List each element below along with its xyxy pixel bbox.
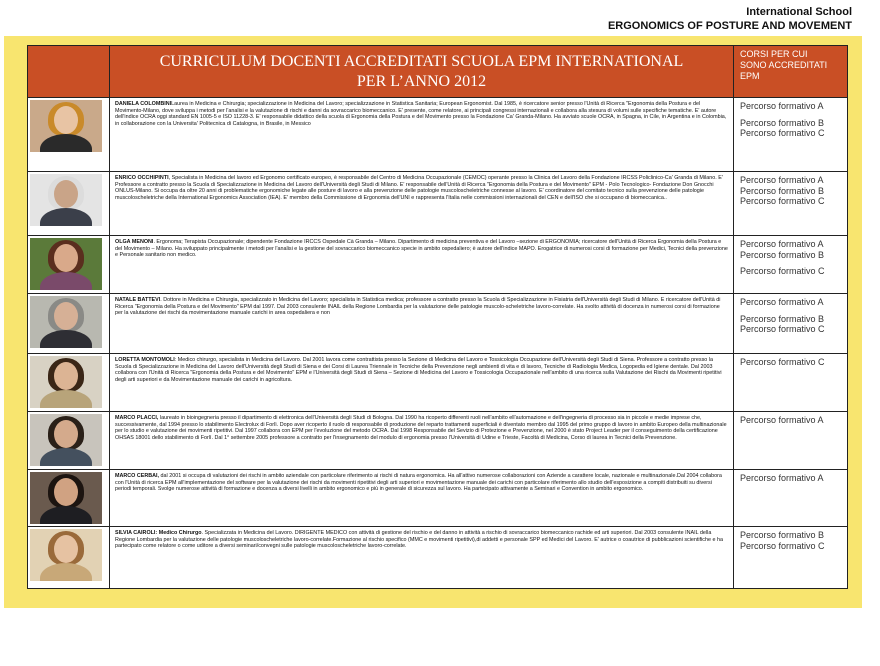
teacher-name: SILVIA CAIROLI: Medico Chirurgo: [115, 530, 202, 536]
corso-item: Percorso formativo B: [740, 249, 825, 260]
corsi-header: [734, 46, 848, 98]
avatar-photo: [30, 174, 102, 226]
teacher-name: NATALE BATTEVI: [115, 297, 161, 303]
school-subtitle: ERGONOMICS OF POSTURE AND MOVEMENT: [607, 20, 852, 32]
teacher-name: LORETTA MONTOMOLI: [115, 357, 175, 363]
corso-item: Percorso formativo B: [740, 185, 825, 196]
teacher-name: MARCO CERBAI,: [115, 473, 160, 479]
avatar-photo: [30, 472, 102, 524]
avatar-photo: [30, 238, 102, 290]
table-header-row: [28, 46, 848, 98]
teacher-bio: dal 2001 si occupa di valutazioni dei rischi in ambito aziendale con particolare riferimento ai rischi di natura ergonomica. Ha all'attivo numerose collaborazioni con Aziende a carattere locale, nazionale e multinazionale.Dal 2004 collabora con l'Unità di ricerca EPM all'implementazione del software per la valutazione dei rischi da movimenti ripetitivi degli arti superiori e movimentazione manuale dei carichi con particolare riferimento allo studio dell'esposizione a compiti distribuiti su diversi periodi temporali. Svolge numerose attività di formazione e docenza a diversi livelli in ambito ergonomico e più in generale di sicurezza sul lavoro. Ha partecipato attivamente a Seminari e Convention in ambito ergonomico.: [115, 473, 722, 493]
teacher-name: OLGA MENONI: [115, 239, 154, 245]
avatar-photo: [30, 296, 102, 348]
corso-item: Percorso formativo A: [740, 239, 824, 249]
table-title: [110, 46, 734, 98]
corso-item: Percorso formativo C: [740, 324, 825, 334]
corso-item: Percorso formativo A: [740, 175, 824, 185]
teacher-name: ENRICO OCCHIPINTI: [115, 175, 169, 181]
table-row: [28, 354, 848, 412]
corso-item: Percorso formativo A: [740, 473, 824, 483]
avatar-photo: [30, 356, 102, 408]
corso-item: Percorso formativo B: [740, 530, 825, 540]
corsi-header-line2: SONO ACCREDITATI: [740, 60, 828, 70]
teacher-bio: laureato in bioingegneria presso il dipartimento di elettronica dell'Università degli Studi di Bologna. Dal 1990 ha ricoperto differenti ruoli nell'ambito ell'automazione e dell'ingegneria di processo sia in piccole e medie imprese che, successivamente, dal 1994 presso lo stabilimento Electrolux di Forlì. Dopo aver ricoperto il ruolo di responsabile di produzione del reparto trattamenti superficiali è diventato membro dal 1995 del primo gruppo di lavoro in ambito Europeo della multinazionale per lo studio e valutazione dei movimenti ripetitivi. Dal 1997 collabora con EPM per l'evoluzione del metodo OCRA. Dal 1998 Responsabile del Sevizio di Protezione e Prevenzione, nel 2000 è stato Project Leader per il conseguimento della certificazione OHSAS 18001 dello stabilimento di Forlì. Dal 1° settembre 2005 professore a contratto per l'insegnamento del modulo di ergonomia presso l'Università di Udine e Trieste, Facoltà di Medicina, Corso di laurea in Tecnici della Prevenzione.: [115, 415, 727, 441]
corso-item: Percorso formativo C: [740, 128, 825, 138]
table-title-line2: PER L’ANNO 2012: [356, 72, 487, 90]
teacher-bio: . Ergonoma; Terapista Occupazionale; dipendente Fondazione IRCCS Ospedale Cà Granda – Milano. Dipartimento di medicina preventiva e del Lavoro –sezione di ERGONOMIA; ricercatore dell'Unità di Ricerca Ergonomia della Postura e del Movimento – Milano. Ha sviluppato principalmente i metodi per l'analisi e la gestione del sovraccarico biomeccanico specie in ambito ospedaliero; è autore dell'indice MAPO. Erogatrice di numerosi corsi di formazione per Medici, Tecnici della prevenzione e Personale sanitario non medico.: [115, 239, 728, 259]
avatar-photo: [30, 414, 102, 466]
corso-item: Percorso formativo B: [740, 313, 825, 324]
table-row: [28, 470, 848, 527]
corso-item: Percorso formativo C: [740, 357, 825, 367]
school-name: International School: [746, 6, 852, 18]
table-row: [28, 236, 848, 294]
header-photo-cell: [28, 46, 110, 98]
corso-item: Percorso formativo C: [740, 540, 825, 551]
curriculum-table: [27, 45, 848, 589]
school-header: [608, 5, 852, 33]
corso-item: Percorso formativo B: [740, 117, 825, 128]
avatar-photo: [30, 100, 102, 152]
corso-item: Percorso formativo A: [740, 415, 824, 425]
teacher-bio: . Specializzata in Medicina del Lavoro. DIRIGENTE MEDICO con attività di gestione del rischio e del danno in attività a rischio di sovraccarico biomeccanico rachide ed arti superiori. Dal 2003 consulente INAIL della Regione Lombardia per la valutazione delle patologie muscoloscheletriche lavoro-correlate.Formazione al rischio specifico (MMC e movimenti ripetitivi),di addetti e personale SPP ed Medici del Lavoro. E' autrice o coautrice di pubblicazioni scientifiche e ha partecipato come relatore o come uditore a diversi seminari/convegni sulle patologie muscoloscheletriche lavoro-correlate.: [115, 530, 723, 550]
teacher-bio: Laurea in Medicina e Chirurgia; specializzazione in Medicina del Lavoro; specializzazione in Statistica Sanitaria; European Ergonomist. Dal 1985, è ricercatore senior presso l'Unità di Ricerca "Ergonomia della Postura e del Movimento-Milano, dove sviluppa i metodi per l'analisi e la valutazione di rischi e danni da sovraccarico biomeccanico. E' presente, come relatore, ai principali congressi internazionali e collabora alla stesura di volumi sulle specifiche tematiche. E' autore dell'indice OCRA oggi standard EN 1005-5 e ISO 11228-3. E' responsabile didattico della scuola di Ergonomia della Postura e del Movimento presso la Fondazione Ca' Granda-Milano. Ha avviato scuole OCRA, in Spagna, in Cile, in Argentina e in Colombia, in collaborazione con la Universita' Politecnica di Catalogna, in Brasile, in Messico: [115, 101, 727, 127]
teacher-bio: , Specialista in Medicina del lavoro ed Ergonomo certificato europeo, è responsabile del Centro di Medicina Occupazionale (CEMOC) operante presso la Clinica del Lavoro della Fondazione IRCSS Policlinico-Ca' Granda di Milano. E' Professore a contratto presso la Scuola di Specializzazione in Medicina del Lavoro dell'Università degli Studi di Milano. E' responsabile dell'Unità di Ricerca "Ergonomia della Postura e del Movimento" EPM - Polo Tecnologico- Fondazione Don Gnocchi ONLUS-Milano. Si occupa da oltre 20 anni di problematiche ergonomiche legate alle posture di lavoro e alla prevenzione delle patologie muscoloscheletriche connesse al lavoro. E' coordinatore del comitato tecnico sulla prevenzione delle patologie muscoloscheletriche della International Ergonomics Association (IEA). E' membro della Commissione di Ergonomia dell'UNI e rappresenta l'Italia nelle commissioni internazionali del CEN e dell'ISO che si occupano di biomeccanica..: [115, 175, 723, 201]
avatar-photo: [30, 529, 102, 581]
corso-item: Percorso formativo A: [740, 297, 824, 307]
corso-item: Percorso formativo A: [740, 101, 824, 111]
table-row: [28, 294, 848, 354]
teacher-bio: . Dottore in Medicina e Chirurgia, specializzato in Medicina del Lavoro; specialista in Statistica medica; professore a contratto presso la Scuola di Specializzazione in Fisiatria dell'Università degli Studi di Milano. E ricercatore dell'Unità di Ricerca "Ergonomia della Postura e del Movimento" EPM dal 1997. Dal 2003 consulente INAIL della Regione Lombardia per la valutazione delle patologie muscolo-scheletriche lavoro-correlate. Ha svolto attività di docenza in numerosi corsi di formazione per la valutazione dei rischi da movimentazione manuale carichi in area ospedaliera e non: [115, 297, 721, 317]
corso-item: Percorso formativo C: [740, 266, 825, 276]
table-row: [28, 98, 848, 172]
teacher-name: MARCO PLACCI,: [115, 415, 159, 421]
teacher-bio: : Medico chirurgo, specialista in Medicina del Lavoro. Dal 2001 lavora come contrattista presso la Sezione di Medicina del Lavoro e Tossicologia Occupazione dell'Università degli Studi di Siena. Professore a contratto presso la Scuola di Specializzazione in Medicina del Lavoro dell'Università degli Studi di Siena e dei Corsi di Laurea Triennale in Tecniche della Prevenzione negli ambienti di vita e di lavoro, Tecniche di Radiologia Medica, Logopedia ed Igiene dentale. Dal 2003 collabora con l'Unità di Ricerca "Ergonomia della Postura e del Movimento" EPM e l'Università degli Studi di Siena – Sezione di Medicina del Lavoro e Tossicologia Occupazionale nell'ambito di una ricerca sulla Valutazione dei Rischi da Movimenti ripetitivi degli arti superiori e da Movimentazione manuale dei carichi in agricoltura.: [115, 357, 722, 383]
table-row: [28, 412, 848, 470]
teacher-name: DANIELA COLOMBINI: [115, 101, 172, 107]
table-row: [28, 172, 848, 236]
corsi-header-line3: EPM: [740, 71, 760, 81]
table-row: [28, 527, 848, 589]
corso-item: Percorso formativo C: [740, 196, 825, 206]
corsi-header-line1: CORSI PER CUI: [740, 49, 808, 59]
table-title-line1: CURRICULUM DOCENTI ACCREDITATI SCUOLA EPM INTERNATIONAL: [159, 52, 684, 70]
